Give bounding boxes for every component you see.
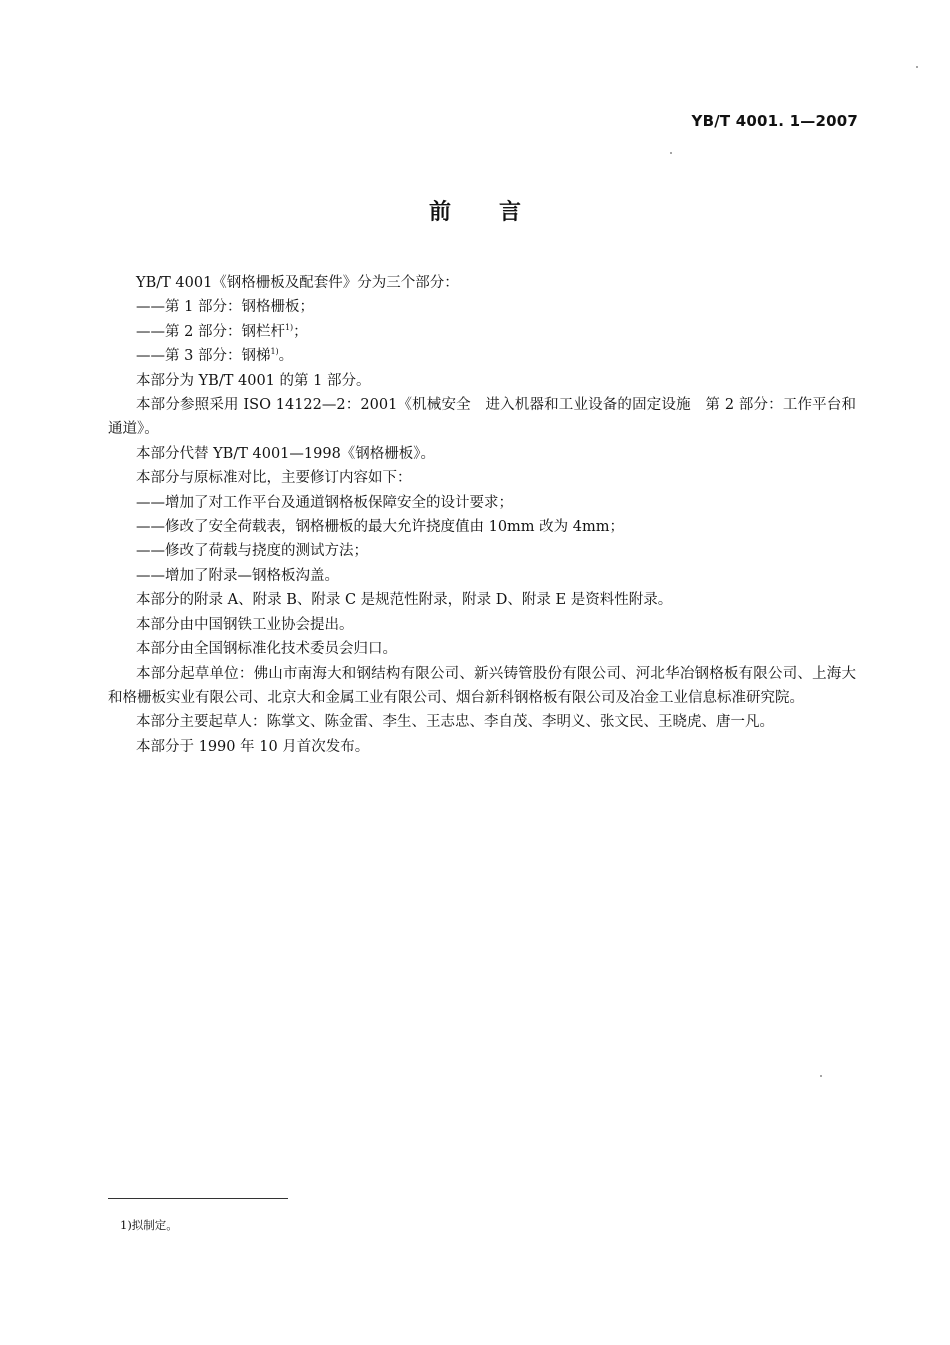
paragraph-change-3: ——修改了荷载与挠度的测试方法； <box>136 543 368 560</box>
scan-speck <box>670 152 672 154</box>
paragraph-changes-intro: 本部分与原标准对比，主要修订内容如下： <box>136 470 412 487</box>
paragraph-annexes: 本部分的附录 A、附录 B、附录 C 是规范性附录，附录 D、附录 E 是资料性附录。 <box>136 592 673 609</box>
scan-speck <box>820 1075 822 1077</box>
foreword-body <box>108 271 856 759</box>
part-2-tail: ； <box>293 323 308 340</box>
scan-speck <box>916 66 918 68</box>
part-3-tail: 。 <box>278 348 294 365</box>
footnote: 1)拟制定。 <box>120 1218 178 1232</box>
paragraph-replaces: 本部分代替 YB/T 4001—1998《钢格栅板》。 <box>136 445 436 462</box>
page-title: 前言 <box>428 200 569 225</box>
paragraph-this-part: 本部分为 YB/T 4001 的第 1 部分。 <box>136 372 371 389</box>
standard-code: YB/T 4001. 1—2007 <box>691 112 858 130</box>
paragraph-parts-intro: YB/T 4001《钢格栅板及配套件》分为三个部分： <box>136 275 459 291</box>
paragraph-reference-iso: 本部分参照采用 ISO 14122—2：2001《机械安全 进入机器和工业设备的固定设施 第 2 部分：工作平台和通道》。 <box>108 397 856 438</box>
footnote-ref: 1) <box>284 322 294 332</box>
paragraph-change-4: ——增加了附录—钢格板沟盖。 <box>136 567 339 584</box>
paragraph-change-2: ——修改了安全荷载表，钢格栅板的最大允许挠度值由 10mm 改为 4mm； <box>136 519 624 536</box>
part-3-text: ——第 3 部分：钢梯 <box>136 348 271 365</box>
paragraph-part-1: ——第 1 部分：钢格栅板； <box>136 299 314 316</box>
paragraph-drafting-units: 本部分起草单位：佛山市南海大和钢结构有限公司、新兴铸管股份有限公司、河北华冶钢格板有限公司、上海大和格栅板实业有限公司、北京大和金属工业有限公司、烟台新科钢格板有限公司及冶金工业信息标准研究院。 <box>108 665 856 706</box>
part-2-text: ——第 2 部分：钢栏杆 <box>136 323 285 340</box>
paragraph-first-issued: 本部分于 1990 年 10 月首次发布。 <box>136 738 370 755</box>
paragraph-under-jurisdiction: 本部分由全国钢标准化技术委员会归口。 <box>136 641 397 658</box>
paragraph-change-1: ——增加了对工作平台及通道钢格板保障安全的设计要求； <box>136 494 513 511</box>
paragraph-drafters: 本部分主要起草人：陈掌文、陈金雷、李生、王志忠、李自茂、李明义、张文民、王晓虎、唐一凡。 <box>136 714 774 731</box>
footnote-ref: 1) <box>270 347 279 357</box>
paragraph-proposed-by: 本部分由中国钢铁工业协会提出。 <box>136 616 354 633</box>
paragraph-part-2 <box>108 320 856 344</box>
paragraph-part-3 <box>108 344 856 368</box>
footnote-divider <box>108 1198 288 1199</box>
